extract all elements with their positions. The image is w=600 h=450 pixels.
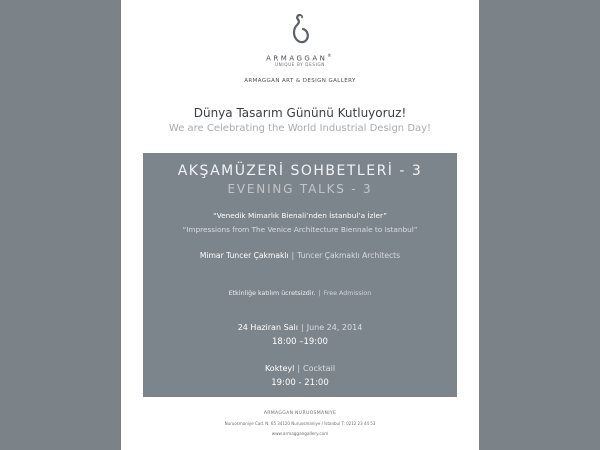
swan-logo-icon: [289, 12, 311, 46]
separator: |: [301, 323, 304, 332]
event-subtitle-english: “Impressions from The Venice Architecture Biennale to Istanbul”: [182, 225, 418, 234]
cocktail-turkish: Kokteyl: [264, 364, 295, 373]
brand-name-text: ARMAGGAN: [266, 54, 328, 63]
date-english: June 24, 2014: [306, 323, 363, 332]
footer-venue: ARMAGGAN NURUOSMANIYE: [263, 411, 337, 416]
separator: |: [318, 290, 321, 297]
trademark-mark: ®: [327, 53, 334, 58]
event-title-english: EVENING TALKS - 3: [227, 182, 373, 196]
event-subtitle-turkish: “Venedik Mimarlık Bienali’nden İstanbul’a İzler”: [212, 211, 388, 220]
footer-address: Nuruosmaniye Cad. N: 65 34120 Nuruosmaniye / İstanbul T: 0212 23 44 53: [224, 421, 376, 426]
invitation-card: [121, 0, 479, 450]
event-time: 18:00 –19:00: [272, 337, 328, 347]
date-line: [143, 323, 457, 332]
brand-tagline: UNIQUE BY DESIGN: [274, 62, 326, 67]
event-title-turkish: AKŞAMÜZERİ SOHBETLERİ - 3: [177, 163, 423, 179]
separator: |: [291, 251, 295, 260]
admission-turkish: Etkinliğe katılım ücretsizdir.: [228, 290, 316, 297]
footer-website[interactable]: www.armaggangallery.com: [271, 431, 329, 436]
separator: |: [297, 364, 301, 373]
speaker-firm: Tuncer Çakmaklı Architects: [297, 251, 401, 260]
event-panel: [143, 153, 457, 397]
speaker-name: Mimar Tuncer Çakmaklı: [199, 251, 289, 260]
admission-english: Free Admission: [323, 290, 372, 297]
brand-name: [121, 53, 479, 62]
cocktail-time: 19:00 - 21:00: [271, 378, 329, 388]
admission-line: [143, 290, 457, 297]
headline-english: We are Celebrating the World Industrial Design Day!: [168, 123, 432, 134]
armaggan-logo: [121, 12, 479, 50]
date-turkish: 24 Haziran Salı: [237, 323, 298, 332]
headline-turkish: Dünya Tasarım Gününü Kutluyoruz!: [193, 106, 407, 120]
gallery-name: ARMAGGAN ART & DESIGN GALLERY: [244, 78, 356, 84]
cocktail-english: Cocktail: [303, 364, 336, 373]
cocktail-line: [143, 364, 457, 373]
speaker-line: [143, 251, 457, 260]
